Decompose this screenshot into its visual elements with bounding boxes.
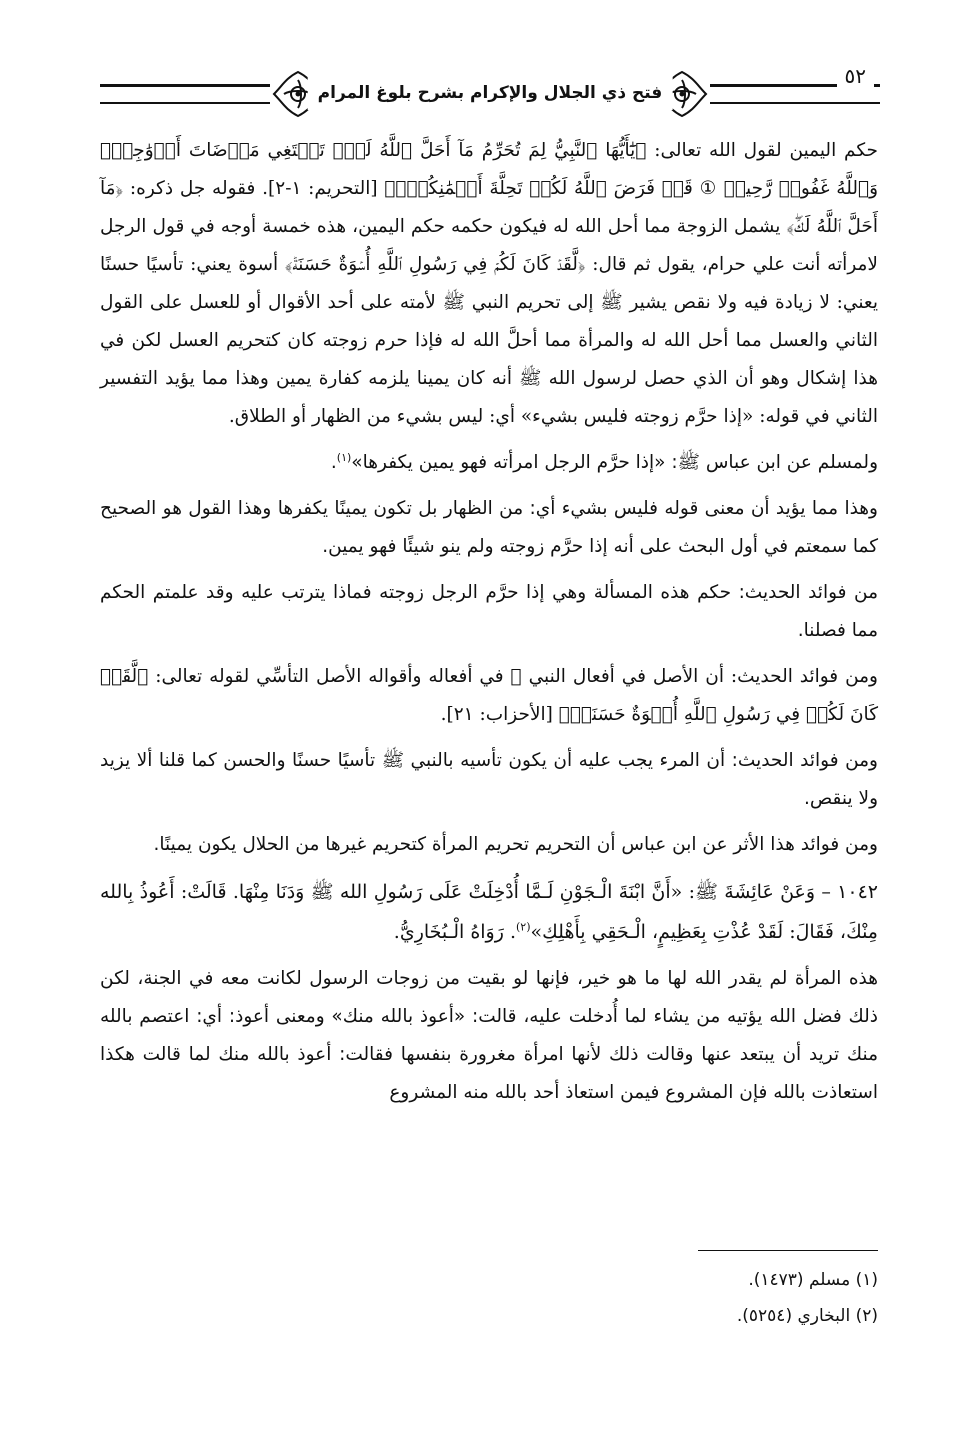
paragraph-1-text: حكم اليمين لقول الله تعالى: ﴿يَٰٓأَيُّهَا ٱلنَّبِيُّ لِمَ تُحَرِّمُ مَآ أَحَلَّ ٱللَّهُ لَكَۖ تَبۡتَغِي مَرۡضَاتَ أَزۡوَٰجِكَۚ وَٱللَّهُ غَفُورٞ رَّحِيمٞ ① قَدۡ فَرَضَ ٱللَّهُ لَكُمۡ تَحِلَّةَ أَيۡمَٰنِكُمۡۚ﴾ [التحريم: ١-٢]. فقوله جل ذكره: ﴿مَآ أَحَلَّ ٱللَّهُ لَكَۖ﴾ يشمل الزوجة مما أحل الله له فيكون حكمه حكم اليمين، هذه خمسة أوجه في قول الرجل لامرأته أنت علي حرام، يقول ثم قال: ﴿لَّقَدۡ كَانَ لَكُمۡ فِي رَسُولِ ٱللَّهِ أُسۡوَةٌ حَسَنَةٞ﴾ أسوة يعني: تأسيًا حسنًا يعني: لا زيادة فيه ولا نقص يشير ﷺ إلى تحريم النبي ﷺ لأمته على أحد الأقوال أو للعسل على القول الثاني والعسل مما أحل الله له والمرأة مما أحلَّ الله له فإذا حرم زوجته كان كتحريم العسل لكن في هذا إشكال وهو أن الذي حصل لرسول الله ﷺ أنه كان يمينا يلزمه كفارة يمين وهذا مما يؤيد التفسير الثاني في قوله: «إذا حرَّم زوجته فليس بشيء» أي: ليس بشيء من الظهار أو الطلاق.	[100, 140, 878, 427]
footnote-1: (١) مسلم (١٤٧٣).	[748, 1270, 878, 1290]
paragraph-3: وهذا مما يؤيد أن معنى قوله فليس بشيء أي: من الظهار بل تكون يمينًا يكفرها وهذا القول هو الصحيح كما سمعتم في أول البحث على أنه إذا حرَّم زوجته ولم ينو شيئًا فهو يمين.	[100, 498, 878, 557]
paragraph-2	[100, 444, 878, 482]
hadith-1042	[100, 872, 878, 952]
paragraph-4: من فوائد الحديث: حكم هذه المسألة وهي إذا حرَّم الرجل زوجته فماذا يترتب عليه وقد علمتم الحكم مما فصلنا.	[100, 582, 878, 641]
paragraph-6: ومن فوائد الحديث: أن المرء يجب عليه أن يكون تأسيه بالنبي ﷺ تأسيًا حسنًا والحسن كما قلنا ألا يزيد ولا ينقص.	[100, 750, 878, 809]
paragraph-2-text: ولمسلم عن ابن عباس ﷺ: «إذا حرَّم الرجل امرأته فهو يمين يكفرها»	[351, 452, 878, 473]
paragraph-7: ومن فوائد هذا الأثر عن ابن عباس أن التحريم تحريم المرأة كتحريم غيرها من الحلال يكون يمينًا.	[153, 834, 878, 855]
footnote-separator	[698, 1250, 878, 1251]
paragraph-8: هذه المرأة لم يقدر الله لها ما هو خير، فإنها لو بقيت من زوجات الرسول لكانت معه في الجنة، لكن ذلك فضل الله يؤتيه من يشاء لما أُدخلت عليه، قالت: «أعوذ بالله منك» ومعنى أعوذ: أي: اعتصم بالله منك تريد أن يبتعد عنها وقالت ذلك لأنها امرأة مغرورة بنفسها فقالت: أعوذ بالله منك لما قالت هكذا استعاذت بالله فإن المشروع فيمن استعاذ أحد بالله منه المشروع	[100, 968, 878, 1103]
book-title: فتح ذي الجلال والإكرام بشرح بلوغ المرام	[308, 76, 673, 110]
paragraph-1	[100, 132, 878, 436]
paragraph-2-end: .	[330, 452, 337, 473]
hadith-text: ١٠٤٢ – وَعَنْ عَائِشَةَ ﷺ: «أَنَّ ابْنَةَ الْـجَوْنِ لَـمَّا أُدْخِلَتْ عَلَى رَسُولِ الله ﷺ وَدَنَا مِنْهَا. قَالَتْ: أَعُوذُ بِالله مِنْكَ، فَقَالَ: لَقَدْ عُذْتِ بِعَظِيمٍ، الْـحَقِي بِأَهْلِكِ»	[100, 881, 878, 943]
main-text	[100, 132, 878, 1112]
footnote-ref-1[interactable]: (١)	[336, 450, 352, 464]
paragraph-5	[100, 658, 878, 734]
page-header	[100, 62, 880, 124]
paragraph-5-text: ومن فوائد الحديث: أن الأصل في أفعال النبي ﷺ في أفعاله وأقواله الأصل التأسِّي لقوله تعالى: ﴿لَّقَدۡ كَانَ لَكُمۡ فِي رَسُولِ ٱللَّهِ أُسۡوَةٌ حَسَنَةٞ﴾ [الأحزاب: ٢١].	[100, 666, 878, 725]
page-number: ٥٢	[837, 64, 874, 88]
footnote-ref-2[interactable]: (٢)	[516, 920, 531, 934]
hadith-source: . رَوَاهُ الْـبُخَارِيُّ.	[393, 921, 516, 943]
footnotes	[100, 1262, 878, 1334]
footnote-2: (٢) البخاري (٥٢٥٤).	[736, 1306, 878, 1326]
